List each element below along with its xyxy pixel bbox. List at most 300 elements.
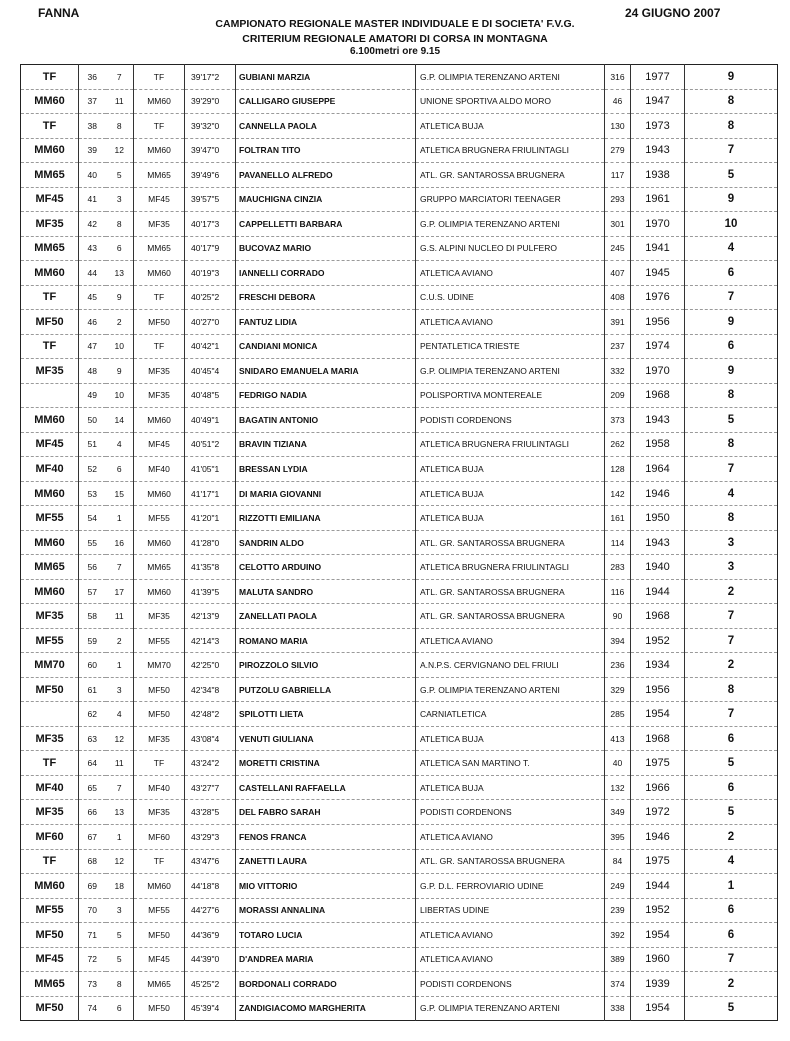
points-cell: 6	[685, 726, 778, 751]
points-cell: 9	[685, 65, 778, 90]
time-cell: 40'27"0	[185, 310, 236, 335]
table-row	[21, 408, 778, 433]
athlete-name-cell: SNIDARO EMANUELA MARIA	[236, 359, 416, 384]
club-cell: ATL. GR. SANTAROSSA BRUGNERA	[416, 163, 605, 188]
category-position-cell: 8	[106, 212, 134, 237]
category-position-cell: 7	[106, 555, 134, 580]
category-cell	[21, 383, 79, 408]
points-cell: 2	[685, 579, 778, 604]
overall-position-cell: 72	[79, 947, 106, 972]
athlete-name-cell: ZANELLATI PAOLA	[236, 604, 416, 629]
club-cell: ATLETICA BRUGNERA FRIULINTAGLI	[416, 555, 605, 580]
overall-position-cell: 66	[79, 800, 106, 825]
points-cell: 8	[685, 677, 778, 702]
category-cell: TF	[21, 65, 79, 90]
athlete-name-cell: MORASSI ANNALINA	[236, 898, 416, 923]
birth-year-cell: 1954	[631, 923, 685, 948]
athlete-name-cell: CASTELLANI RAFFAELLA	[236, 775, 416, 800]
club-cell: PENTATLETICA TRIESTE	[416, 334, 605, 359]
table-row	[21, 775, 778, 800]
club-cell: PODISTI CORDENONS	[416, 408, 605, 433]
title-championship: CAMPIONATO REGIONALE MASTER INDIVIDUALE E DI SOCIETA' F.V.G.	[215, 18, 575, 30]
category-cell: TF	[21, 285, 79, 310]
club-cell: ATL. GR. SANTAROSSA BRUGNERA	[416, 579, 605, 604]
bib-number-cell: 84	[605, 849, 631, 874]
club-cell: ATLETICA BUJA	[416, 506, 605, 531]
category-code-cell: MF50	[134, 702, 185, 727]
table-row	[21, 114, 778, 139]
points-cell: 4	[685, 236, 778, 261]
points-cell: 4	[685, 849, 778, 874]
athlete-name-cell: RIZZOTTI EMILIANA	[236, 506, 416, 531]
category-position-cell: 11	[106, 604, 134, 629]
bib-number-cell: 46	[605, 89, 631, 114]
category-cell: MF55	[21, 628, 79, 653]
club-cell: ATLETICA BRUGNERA FRIULINTAGLI	[416, 432, 605, 457]
athlete-name-cell: VENUTI GIULIANA	[236, 726, 416, 751]
athlete-name-cell: MORETTI CRISTINA	[236, 751, 416, 776]
time-cell: 42'48"2	[185, 702, 236, 727]
bib-number-cell: 392	[605, 923, 631, 948]
table-row	[21, 849, 778, 874]
bib-number-cell: 130	[605, 114, 631, 139]
time-cell: 45'39"4	[185, 996, 236, 1021]
header-location: FANNA	[38, 6, 80, 20]
points-cell: 7	[685, 604, 778, 629]
overall-position-cell: 40	[79, 163, 106, 188]
bib-number-cell: 389	[605, 947, 631, 972]
bib-number-cell: 395	[605, 824, 631, 849]
time-cell: 40'45"4	[185, 359, 236, 384]
table-row	[21, 677, 778, 702]
table-row	[21, 702, 778, 727]
category-cell: MF45	[21, 187, 79, 212]
birth-year-cell: 1970	[631, 212, 685, 237]
athlete-name-cell: MALUTA SANDRO	[236, 579, 416, 604]
category-code-cell: TF	[134, 114, 185, 139]
time-cell: 41'17"1	[185, 481, 236, 506]
athlete-name-cell: CALLIGARO GIUSEPPE	[236, 89, 416, 114]
category-code-cell: MM60	[134, 261, 185, 286]
bib-number-cell: 373	[605, 408, 631, 433]
birth-year-cell: 1940	[631, 555, 685, 580]
athlete-name-cell: CANDIANI MONICA	[236, 334, 416, 359]
category-cell: TF	[21, 114, 79, 139]
table-row	[21, 824, 778, 849]
category-position-cell: 4	[106, 432, 134, 457]
time-cell: 42'34"8	[185, 677, 236, 702]
category-code-cell: MM70	[134, 653, 185, 678]
overall-position-cell: 56	[79, 555, 106, 580]
category-cell: MF35	[21, 212, 79, 237]
birth-year-cell: 1946	[631, 481, 685, 506]
bib-number-cell: 329	[605, 677, 631, 702]
category-position-cell: 3	[106, 898, 134, 923]
points-cell: 3	[685, 555, 778, 580]
results-body	[21, 65, 778, 1021]
category-code-cell: MF35	[134, 383, 185, 408]
time-cell: 44'36"9	[185, 923, 236, 948]
category-code-cell: TF	[134, 65, 185, 90]
athlete-name-cell: BRESSAN LYDIA	[236, 457, 416, 482]
category-position-cell: 11	[106, 89, 134, 114]
table-row	[21, 285, 778, 310]
points-cell: 5	[685, 996, 778, 1021]
birth-year-cell: 1975	[631, 751, 685, 776]
overall-position-cell: 69	[79, 874, 106, 899]
club-cell: G.P. OLIMPIA TERENZANO ARTENI	[416, 359, 605, 384]
bib-number-cell: 394	[605, 628, 631, 653]
points-cell: 4	[685, 481, 778, 506]
points-cell: 9	[685, 359, 778, 384]
category-position-cell: 12	[106, 849, 134, 874]
birth-year-cell: 1972	[631, 800, 685, 825]
table-row	[21, 65, 778, 90]
bib-number-cell: 301	[605, 212, 631, 237]
bib-number-cell: 391	[605, 310, 631, 335]
club-cell: G.S. ALPINI NUCLEO DI PULFERO	[416, 236, 605, 261]
category-cell: MF55	[21, 898, 79, 923]
birth-year-cell: 1961	[631, 187, 685, 212]
category-position-cell: 16	[106, 530, 134, 555]
table-row	[21, 996, 778, 1021]
athlete-name-cell: CANNELLA PAOLA	[236, 114, 416, 139]
club-cell: ATLETICA BUJA	[416, 775, 605, 800]
category-cell: TF	[21, 334, 79, 359]
category-position-cell: 13	[106, 261, 134, 286]
birth-year-cell: 1939	[631, 972, 685, 997]
category-code-cell: MF50	[134, 310, 185, 335]
athlete-name-cell: IANNELLI CORRADO	[236, 261, 416, 286]
overall-position-cell: 73	[79, 972, 106, 997]
club-cell: ATLETICA AVIANO	[416, 824, 605, 849]
time-cell: 42'25"0	[185, 653, 236, 678]
birth-year-cell: 1960	[631, 947, 685, 972]
category-code-cell: MF50	[134, 923, 185, 948]
athlete-name-cell: D'ANDREA MARIA	[236, 947, 416, 972]
birth-year-cell: 1964	[631, 457, 685, 482]
category-code-cell: MF55	[134, 628, 185, 653]
overall-position-cell: 47	[79, 334, 106, 359]
time-cell: 43'08"4	[185, 726, 236, 751]
time-cell: 40'51"2	[185, 432, 236, 457]
category-position-cell: 8	[106, 972, 134, 997]
birth-year-cell: 1956	[631, 310, 685, 335]
birth-year-cell: 1946	[631, 824, 685, 849]
points-cell: 6	[685, 923, 778, 948]
club-cell: ATL. GR. SANTAROSSA BRUGNERA	[416, 849, 605, 874]
overall-position-cell: 74	[79, 996, 106, 1021]
category-code-cell: MF45	[134, 432, 185, 457]
points-cell: 8	[685, 506, 778, 531]
club-cell: ATLETICA BUJA	[416, 457, 605, 482]
birth-year-cell: 1952	[631, 898, 685, 923]
category-position-cell: 9	[106, 285, 134, 310]
time-cell: 40'42"1	[185, 334, 236, 359]
category-code-cell: MF50	[134, 996, 185, 1021]
points-cell: 5	[685, 163, 778, 188]
category-code-cell: MM60	[134, 579, 185, 604]
bib-number-cell: 245	[605, 236, 631, 261]
athlete-name-cell: MIO VITTORIO	[236, 874, 416, 899]
table-row	[21, 947, 778, 972]
category-position-cell: 3	[106, 187, 134, 212]
category-code-cell: MM65	[134, 236, 185, 261]
category-code-cell: MF55	[134, 898, 185, 923]
category-position-cell: 7	[106, 65, 134, 90]
bib-number-cell: 132	[605, 775, 631, 800]
points-cell: 6	[685, 334, 778, 359]
time-cell: 40'17"3	[185, 212, 236, 237]
club-cell: GRUPPO MARCIATORI TEENAGER	[416, 187, 605, 212]
bib-number-cell: 349	[605, 800, 631, 825]
athlete-name-cell: DI MARIA GIOVANNI	[236, 481, 416, 506]
table-row	[21, 800, 778, 825]
category-position-cell: 18	[106, 874, 134, 899]
category-position-cell: 12	[106, 138, 134, 163]
athlete-name-cell: PAVANELLO ALFREDO	[236, 163, 416, 188]
category-position-cell: 10	[106, 383, 134, 408]
title-criterium: CRITERIUM REGIONALE AMATORI DI CORSA IN MONTAGNA	[242, 33, 548, 45]
club-cell: G.P. D.L. FERROVIARIO UDINE	[416, 874, 605, 899]
category-code-cell: TF	[134, 334, 185, 359]
birth-year-cell: 1952	[631, 628, 685, 653]
club-cell: ATLETICA BUJA	[416, 726, 605, 751]
club-cell: UNIONE SPORTIVA ALDO MORO	[416, 89, 605, 114]
overall-position-cell: 68	[79, 849, 106, 874]
category-cell: MF60	[21, 824, 79, 849]
points-cell: 2	[685, 653, 778, 678]
table-row	[21, 383, 778, 408]
time-cell: 43'24"2	[185, 751, 236, 776]
category-cell: MM60	[21, 579, 79, 604]
bib-number-cell: 128	[605, 457, 631, 482]
club-cell: G.P. OLIMPIA TERENZANO ARTENI	[416, 212, 605, 237]
overall-position-cell: 37	[79, 89, 106, 114]
points-cell: 7	[685, 285, 778, 310]
points-cell: 2	[685, 972, 778, 997]
category-code-cell: MF40	[134, 457, 185, 482]
category-cell: MF40	[21, 775, 79, 800]
athlete-name-cell: GUBIANI MARZIA	[236, 65, 416, 90]
club-cell: ATLETICA BUJA	[416, 481, 605, 506]
club-cell: G.P. OLIMPIA TERENZANO ARTENI	[416, 996, 605, 1021]
table-row	[21, 89, 778, 114]
category-cell: MF45	[21, 947, 79, 972]
category-position-cell: 11	[106, 751, 134, 776]
table-row	[21, 359, 778, 384]
points-cell: 7	[685, 702, 778, 727]
category-code-cell: MF40	[134, 775, 185, 800]
bib-number-cell: 239	[605, 898, 631, 923]
birth-year-cell: 1970	[631, 359, 685, 384]
category-position-cell: 10	[106, 334, 134, 359]
bib-number-cell: 117	[605, 163, 631, 188]
birth-year-cell: 1947	[631, 89, 685, 114]
club-cell: CARNIATLETICA	[416, 702, 605, 727]
birth-year-cell: 1973	[631, 114, 685, 139]
points-cell: 8	[685, 432, 778, 457]
overall-position-cell: 49	[79, 383, 106, 408]
athlete-name-cell: BORDONALI CORRADO	[236, 972, 416, 997]
club-cell: G.P. OLIMPIA TERENZANO ARTENI	[416, 65, 605, 90]
bib-number-cell: 285	[605, 702, 631, 727]
club-cell: POLISPORTIVA MONTEREALE	[416, 383, 605, 408]
time-cell: 39'49"6	[185, 163, 236, 188]
category-position-cell: 1	[106, 653, 134, 678]
overall-position-cell: 63	[79, 726, 106, 751]
table-row	[21, 628, 778, 653]
category-cell: MM65	[21, 236, 79, 261]
category-cell: MM60	[21, 408, 79, 433]
category-code-cell: MF35	[134, 212, 185, 237]
birth-year-cell: 1958	[631, 432, 685, 457]
points-cell: 5	[685, 408, 778, 433]
table-row	[21, 530, 778, 555]
category-code-cell: MM65	[134, 163, 185, 188]
bib-number-cell: 279	[605, 138, 631, 163]
category-code-cell: MM60	[134, 481, 185, 506]
birth-year-cell: 1968	[631, 383, 685, 408]
time-cell: 41'20"1	[185, 506, 236, 531]
bib-number-cell: 249	[605, 874, 631, 899]
overall-position-cell: 57	[79, 579, 106, 604]
category-code-cell: TF	[134, 751, 185, 776]
category-code-cell: MF35	[134, 604, 185, 629]
category-cell: MF35	[21, 359, 79, 384]
category-cell: MF35	[21, 800, 79, 825]
time-cell: 44'27"6	[185, 898, 236, 923]
category-code-cell: MM60	[134, 138, 185, 163]
bib-number-cell: 237	[605, 334, 631, 359]
table-row	[21, 261, 778, 286]
bib-number-cell: 408	[605, 285, 631, 310]
category-cell: MM60	[21, 89, 79, 114]
time-cell: 39'57"5	[185, 187, 236, 212]
time-cell: 43'27"7	[185, 775, 236, 800]
points-cell: 10	[685, 212, 778, 237]
title-distance: 6.100metri ore 9.15	[349, 46, 441, 57]
time-cell: 40'19"3	[185, 261, 236, 286]
overall-position-cell: 67	[79, 824, 106, 849]
time-cell: 39'32"0	[185, 114, 236, 139]
category-position-cell: 12	[106, 726, 134, 751]
overall-position-cell: 59	[79, 628, 106, 653]
table-row	[21, 187, 778, 212]
category-cell: MF35	[21, 726, 79, 751]
time-cell: 39'29"0	[185, 89, 236, 114]
bib-number-cell: 293	[605, 187, 631, 212]
table-row	[21, 334, 778, 359]
category-cell: MM60	[21, 874, 79, 899]
time-cell: 41'35"8	[185, 555, 236, 580]
category-cell: MF55	[21, 506, 79, 531]
bib-number-cell: 90	[605, 604, 631, 629]
time-cell: 39'47"0	[185, 138, 236, 163]
category-position-cell: 2	[106, 310, 134, 335]
category-position-cell: 14	[106, 408, 134, 433]
category-code-cell: TF	[134, 849, 185, 874]
overall-position-cell: 64	[79, 751, 106, 776]
category-position-cell: 5	[106, 923, 134, 948]
category-code-cell: TF	[134, 285, 185, 310]
club-cell: C.U.S. UDINE	[416, 285, 605, 310]
category-code-cell: MF35	[134, 800, 185, 825]
athlete-name-cell: FRESCHI DEBORA	[236, 285, 416, 310]
points-cell: 5	[685, 751, 778, 776]
club-cell: ATL. GR. SANTAROSSA BRUGNERA	[416, 604, 605, 629]
category-position-cell: 6	[106, 457, 134, 482]
birth-year-cell: 1945	[631, 261, 685, 286]
category-code-cell: MM60	[134, 408, 185, 433]
birth-year-cell: 1977	[631, 65, 685, 90]
club-cell: ATLETICA BRUGNERA FRIULINTAGLI	[416, 138, 605, 163]
category-cell: MF50	[21, 310, 79, 335]
overall-position-cell: 45	[79, 285, 106, 310]
category-cell: MF50	[21, 923, 79, 948]
category-code-cell: MF35	[134, 359, 185, 384]
athlete-name-cell: BRAVIN TIZIANA	[236, 432, 416, 457]
category-position-cell: 17	[106, 579, 134, 604]
athlete-name-cell: TOTARO LUCIA	[236, 923, 416, 948]
overall-position-cell: 55	[79, 530, 106, 555]
time-cell: 40'48"5	[185, 383, 236, 408]
overall-position-cell: 36	[79, 65, 106, 90]
athlete-name-cell: FENOS FRANCA	[236, 824, 416, 849]
athlete-name-cell: SANDRIN ALDO	[236, 530, 416, 555]
bib-number-cell: 338	[605, 996, 631, 1021]
category-code-cell: MM60	[134, 530, 185, 555]
athlete-name-cell: PIROZZOLO SILVIO	[236, 653, 416, 678]
table-row	[21, 726, 778, 751]
time-cell: 40'25"2	[185, 285, 236, 310]
category-cell: MM65	[21, 972, 79, 997]
table-row	[21, 972, 778, 997]
table-row	[21, 923, 778, 948]
birth-year-cell: 1944	[631, 579, 685, 604]
birth-year-cell: 1975	[631, 849, 685, 874]
points-cell: 6	[685, 775, 778, 800]
birth-year-cell: 1974	[631, 334, 685, 359]
points-cell: 8	[685, 89, 778, 114]
points-cell: 1	[685, 874, 778, 899]
category-cell: MF40	[21, 457, 79, 482]
club-cell: ATLETICA AVIANO	[416, 628, 605, 653]
bib-number-cell: 283	[605, 555, 631, 580]
athlete-name-cell: FANTUZ LIDIA	[236, 310, 416, 335]
athlete-name-cell: FEDRIGO NADIA	[236, 383, 416, 408]
birth-year-cell: 1954	[631, 702, 685, 727]
category-code-cell: MM65	[134, 972, 185, 997]
category-position-cell: 5	[106, 947, 134, 972]
table-row	[21, 310, 778, 335]
bib-number-cell: 142	[605, 481, 631, 506]
category-cell: MM60	[21, 481, 79, 506]
birth-year-cell: 1941	[631, 236, 685, 261]
category-position-cell: 9	[106, 359, 134, 384]
results-table	[20, 64, 778, 1021]
time-cell: 44'18"8	[185, 874, 236, 899]
bib-number-cell: 262	[605, 432, 631, 457]
table-row	[21, 457, 778, 482]
category-position-cell: 3	[106, 677, 134, 702]
athlete-name-cell: BAGATIN ANTONIO	[236, 408, 416, 433]
bib-number-cell: 413	[605, 726, 631, 751]
bib-number-cell: 236	[605, 653, 631, 678]
points-cell: 7	[685, 457, 778, 482]
athlete-name-cell: SPILOTTI LIETA	[236, 702, 416, 727]
club-cell: PODISTI CORDENONS	[416, 800, 605, 825]
